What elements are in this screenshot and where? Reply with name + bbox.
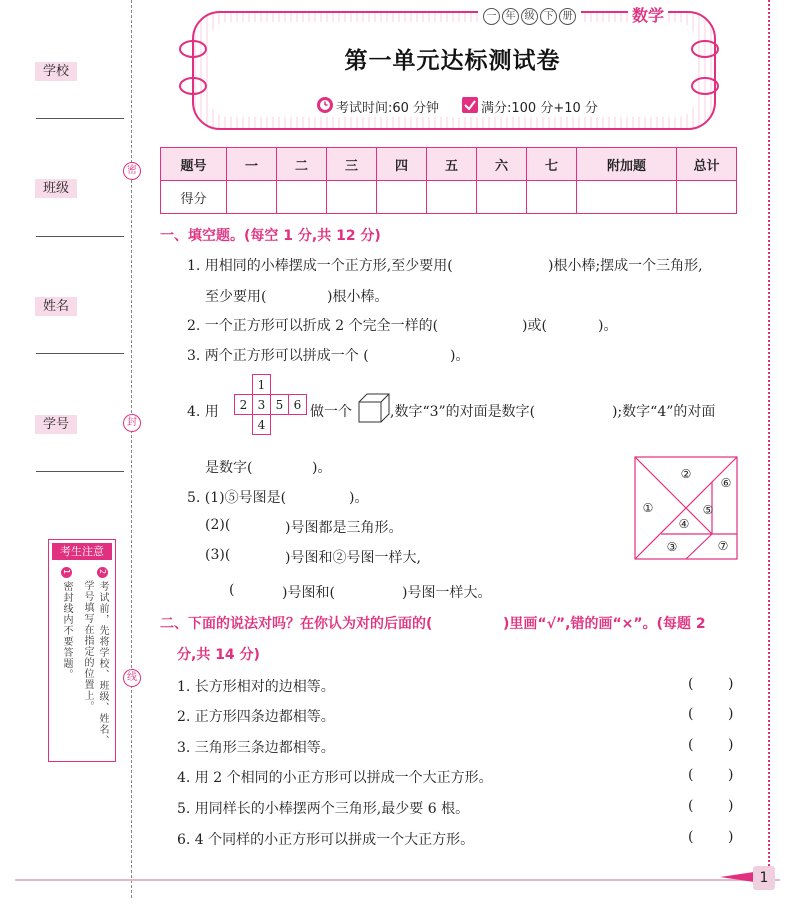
- notice-box: [48, 539, 116, 762]
- student-id-label: 学号: [35, 415, 77, 434]
- judge-item-1: 1. 长方形相对的边相等。: [177, 679, 335, 695]
- grade-char-1: 一: [483, 8, 500, 25]
- grade-char-5: 册: [559, 8, 576, 25]
- school-line[interactable]: [36, 118, 124, 119]
- net-cell: 4: [253, 415, 271, 435]
- clock-icon: [316, 96, 334, 114]
- tangram-label-5: ⑤: [702, 503, 714, 517]
- page-title: 第一单元达标测试卷: [344, 47, 561, 74]
- q1-line2-b: )根小棒。: [327, 289, 389, 305]
- name-label: 姓名: [35, 297, 77, 316]
- school-label: 学校: [35, 62, 77, 81]
- check-icon: [462, 97, 478, 113]
- grade-char-4: 下: [540, 8, 557, 25]
- q5-4a: (: [229, 582, 235, 598]
- judge-item-3: 3. 三角形三条边都相等。: [177, 740, 335, 756]
- score-cell[interactable]: [477, 181, 527, 214]
- q4-line2-b: )。: [312, 460, 332, 476]
- q3-b: )。: [450, 348, 470, 364]
- score-cell[interactable]: [427, 181, 477, 214]
- score-header-cell: 一: [227, 148, 277, 181]
- score-cell[interactable]: [227, 181, 277, 214]
- q3-a: 3. 两个正方形可以拼成一个 (: [187, 348, 369, 364]
- score-header-cell: 六: [477, 148, 527, 181]
- judge-paren-close-5[interactable]: ): [728, 798, 734, 814]
- cube-net: [217, 374, 307, 435]
- class-line[interactable]: [36, 236, 124, 237]
- score-header-cell: 四: [377, 148, 427, 181]
- ring-right-bottom-icon: [690, 75, 720, 97]
- student-id-line[interactable]: [36, 471, 124, 472]
- notice-item-1b: 学号填写在指定的位置上。: [82, 580, 93, 712]
- section2-title-b: )里画“√”,错的画“×”。(每题 2: [503, 616, 706, 632]
- q1-line1-b: )根小棒;摆成一个三角形,: [548, 258, 703, 274]
- notice-title: 考生注意: [52, 543, 112, 560]
- net-cell: 2: [235, 395, 253, 415]
- judge-paren-close-2[interactable]: ): [728, 706, 734, 722]
- score-cell[interactable]: [327, 181, 377, 214]
- notice-item-1: 2考试前，先将学校、班级、姓名、: [96, 567, 109, 757]
- judge-paren-open-2[interactable]: (: [688, 706, 694, 722]
- judge-paren-open-4[interactable]: (: [688, 767, 694, 783]
- bottom-border: [15, 879, 780, 881]
- score-header-cell: 三: [327, 148, 377, 181]
- score-header-cell: 题号: [161, 148, 227, 181]
- judge-paren-open-3[interactable]: (: [688, 737, 694, 753]
- judge-paren-open-5[interactable]: (: [688, 798, 694, 814]
- judge-item-2: 2. 正方形四条边都相等。: [177, 709, 335, 725]
- section2-title-c: 分,共 14 分): [177, 647, 260, 663]
- score-table-score-row: [161, 181, 737, 214]
- score-cell[interactable]: [677, 181, 737, 214]
- q4-text2: );数字“4”的对面: [612, 404, 716, 420]
- tangram-label-2: ②: [680, 467, 692, 481]
- judge-item-6: 6. 4 个同样的小正方形可以拼成一个大正方形。: [177, 832, 475, 848]
- judge-item-4: 4. 用 2 个相同的小正方形可以拼成一个大正方形。: [177, 770, 493, 786]
- score-cell[interactable]: [277, 181, 327, 214]
- notice-number-2: 1: [61, 567, 72, 578]
- page-arrow-icon: [720, 870, 754, 884]
- score-table-header-row: [161, 148, 737, 181]
- ring-left-top-icon: [178, 38, 208, 60]
- q4-mid: 做一个: [310, 404, 352, 420]
- section2-title-a: 二、下面的说法对吗？在你认为对的后面的(: [160, 616, 433, 632]
- q5-1b: )。: [349, 490, 369, 506]
- class-label: 班级: [35, 179, 77, 198]
- section1-title: 一、填空题。(每空 1 分,共 12 分): [160, 228, 381, 244]
- exam-time: 考试时间:60 分钟: [336, 101, 440, 116]
- net-cell: 5: [271, 395, 289, 415]
- q2-a: 2. 一个正方形可以折成 2 个完全一样的(: [187, 318, 439, 334]
- judge-paren-close-3[interactable]: ): [728, 737, 734, 753]
- score-header-cell: 二: [277, 148, 327, 181]
- tangram-label-4: ④: [678, 517, 690, 531]
- judge-paren-close-1[interactable]: ): [728, 676, 734, 692]
- score-cell[interactable]: [377, 181, 427, 214]
- notice-item-2: 1密封线内不要答题。: [60, 567, 73, 757]
- tangram-label-3: ③: [666, 540, 678, 554]
- score-row-label: 得分: [161, 181, 227, 214]
- judge-paren-open-6[interactable]: (: [688, 829, 694, 845]
- notice-number-1: 2: [97, 567, 108, 578]
- grade-tag: [478, 6, 581, 24]
- score-table: [160, 147, 737, 214]
- tangram-figure: [634, 456, 738, 560]
- tangram-label-7: ⑦: [717, 539, 729, 553]
- q5-4c: )号图一样大。: [402, 585, 492, 601]
- judge-item-5: 5. 用同样长的小棒摆两个三角形,最少要 6 根。: [177, 801, 470, 817]
- q5-3b: )号图和②号图一样大,: [285, 550, 421, 566]
- judge-paren-close-4[interactable]: ): [728, 767, 734, 783]
- q2-c: )。: [598, 318, 618, 334]
- q5-3a: (3)(: [205, 547, 231, 563]
- score-cell[interactable]: [577, 181, 677, 214]
- cube-icon: [358, 393, 390, 423]
- right-dotted-border: [768, 0, 770, 870]
- q4-text: ,数字“3”的对面是数字(: [390, 404, 536, 420]
- page-number: 1: [753, 866, 775, 890]
- q1-line2-a: 至少要用(: [205, 289, 267, 305]
- score-header-cell: 七: [527, 148, 577, 181]
- q4-line2-a: 是数字(: [205, 460, 253, 476]
- tangram-label-1: ①: [642, 501, 654, 515]
- score-header-cell: 总计: [677, 148, 737, 181]
- seal-mi: 密: [123, 162, 141, 180]
- net-cell: 6: [289, 395, 307, 415]
- q4-prefix: 4. 用: [187, 404, 219, 420]
- q5-2b: )号图都是三角形。: [285, 520, 403, 536]
- subject-label: 数学: [628, 3, 668, 26]
- tangram-label-6: ⑥: [720, 476, 732, 490]
- score-header-cell: 附加题: [577, 148, 677, 181]
- grade-char-2: 年: [502, 8, 519, 25]
- q5-4b: )号图和(: [282, 585, 335, 601]
- judge-paren-open-1[interactable]: (: [688, 676, 694, 692]
- net-cell: 3: [253, 395, 271, 415]
- binding-dashed-line: [131, 0, 132, 898]
- net-cell: 1: [253, 375, 271, 395]
- seal-xian: 线: [123, 669, 141, 687]
- q1-line1-a: 1. 用相同的小棒摆成一个正方形,至少要用(: [187, 258, 453, 274]
- name-line[interactable]: [36, 353, 124, 354]
- score-cell[interactable]: [527, 181, 577, 214]
- q5-1a: 5. (1)⑤号图是(: [187, 490, 287, 506]
- ring-left-bottom-icon: [178, 75, 208, 97]
- q2-b: )或(: [522, 318, 547, 334]
- grade-char-3: 级: [521, 8, 538, 25]
- judge-paren-close-6[interactable]: ): [728, 829, 734, 845]
- score-header-cell: 五: [427, 148, 477, 181]
- seal-feng: 封: [123, 414, 141, 432]
- full-score: 满分:100 分+10 分: [481, 101, 598, 116]
- q5-2a: (2)(: [205, 517, 231, 533]
